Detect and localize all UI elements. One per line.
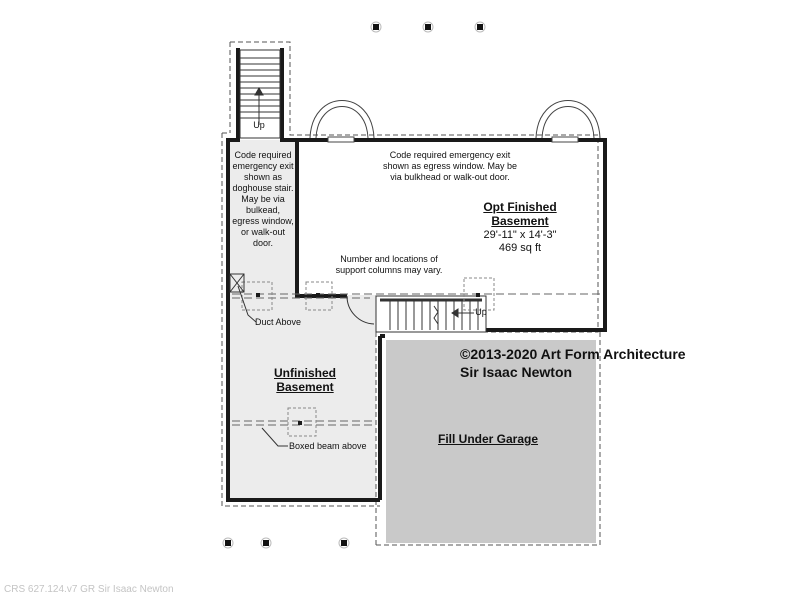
- stair-up-label-left: Up: [253, 120, 265, 130]
- room-name-unfinished: Unfinished Basement: [274, 366, 336, 394]
- room-area-opt-finished: 469 sq ft: [498, 242, 542, 254]
- copyright-line1: ©2013-2020 Art Form Architecture: [460, 346, 686, 362]
- copyright-line2: Sir Isaac Newton: [460, 364, 573, 380]
- boxed-beam-label: Boxed beam above: [289, 441, 367, 451]
- main-stair: [376, 296, 486, 332]
- egress-window-wells: [310, 101, 600, 143]
- egress-note-top: Code required emergency exit shown as egress window. May be via bulkhead or walk-out door.: [382, 150, 518, 182]
- egress-note-left: Code required emergency exit shown as doghouse stair. May be via bulkead, egress window, or walk-out door.: [232, 150, 294, 248]
- room-dims-opt-finished: 29'-11" x 14'-3": [483, 229, 557, 241]
- room-name-opt-finished: Opt Finished Basement: [483, 200, 557, 228]
- stair-up-label-center: Up: [475, 307, 487, 317]
- room-name-garage-fill: Fill Under Garage: [437, 432, 539, 446]
- footer-code: CRS 627.124.v7 GR Sir Isaac Newton: [4, 584, 174, 595]
- duct-above-label: Duct Above: [255, 317, 302, 327]
- columns-note: Number and locations of support columns may vary.: [335, 254, 443, 275]
